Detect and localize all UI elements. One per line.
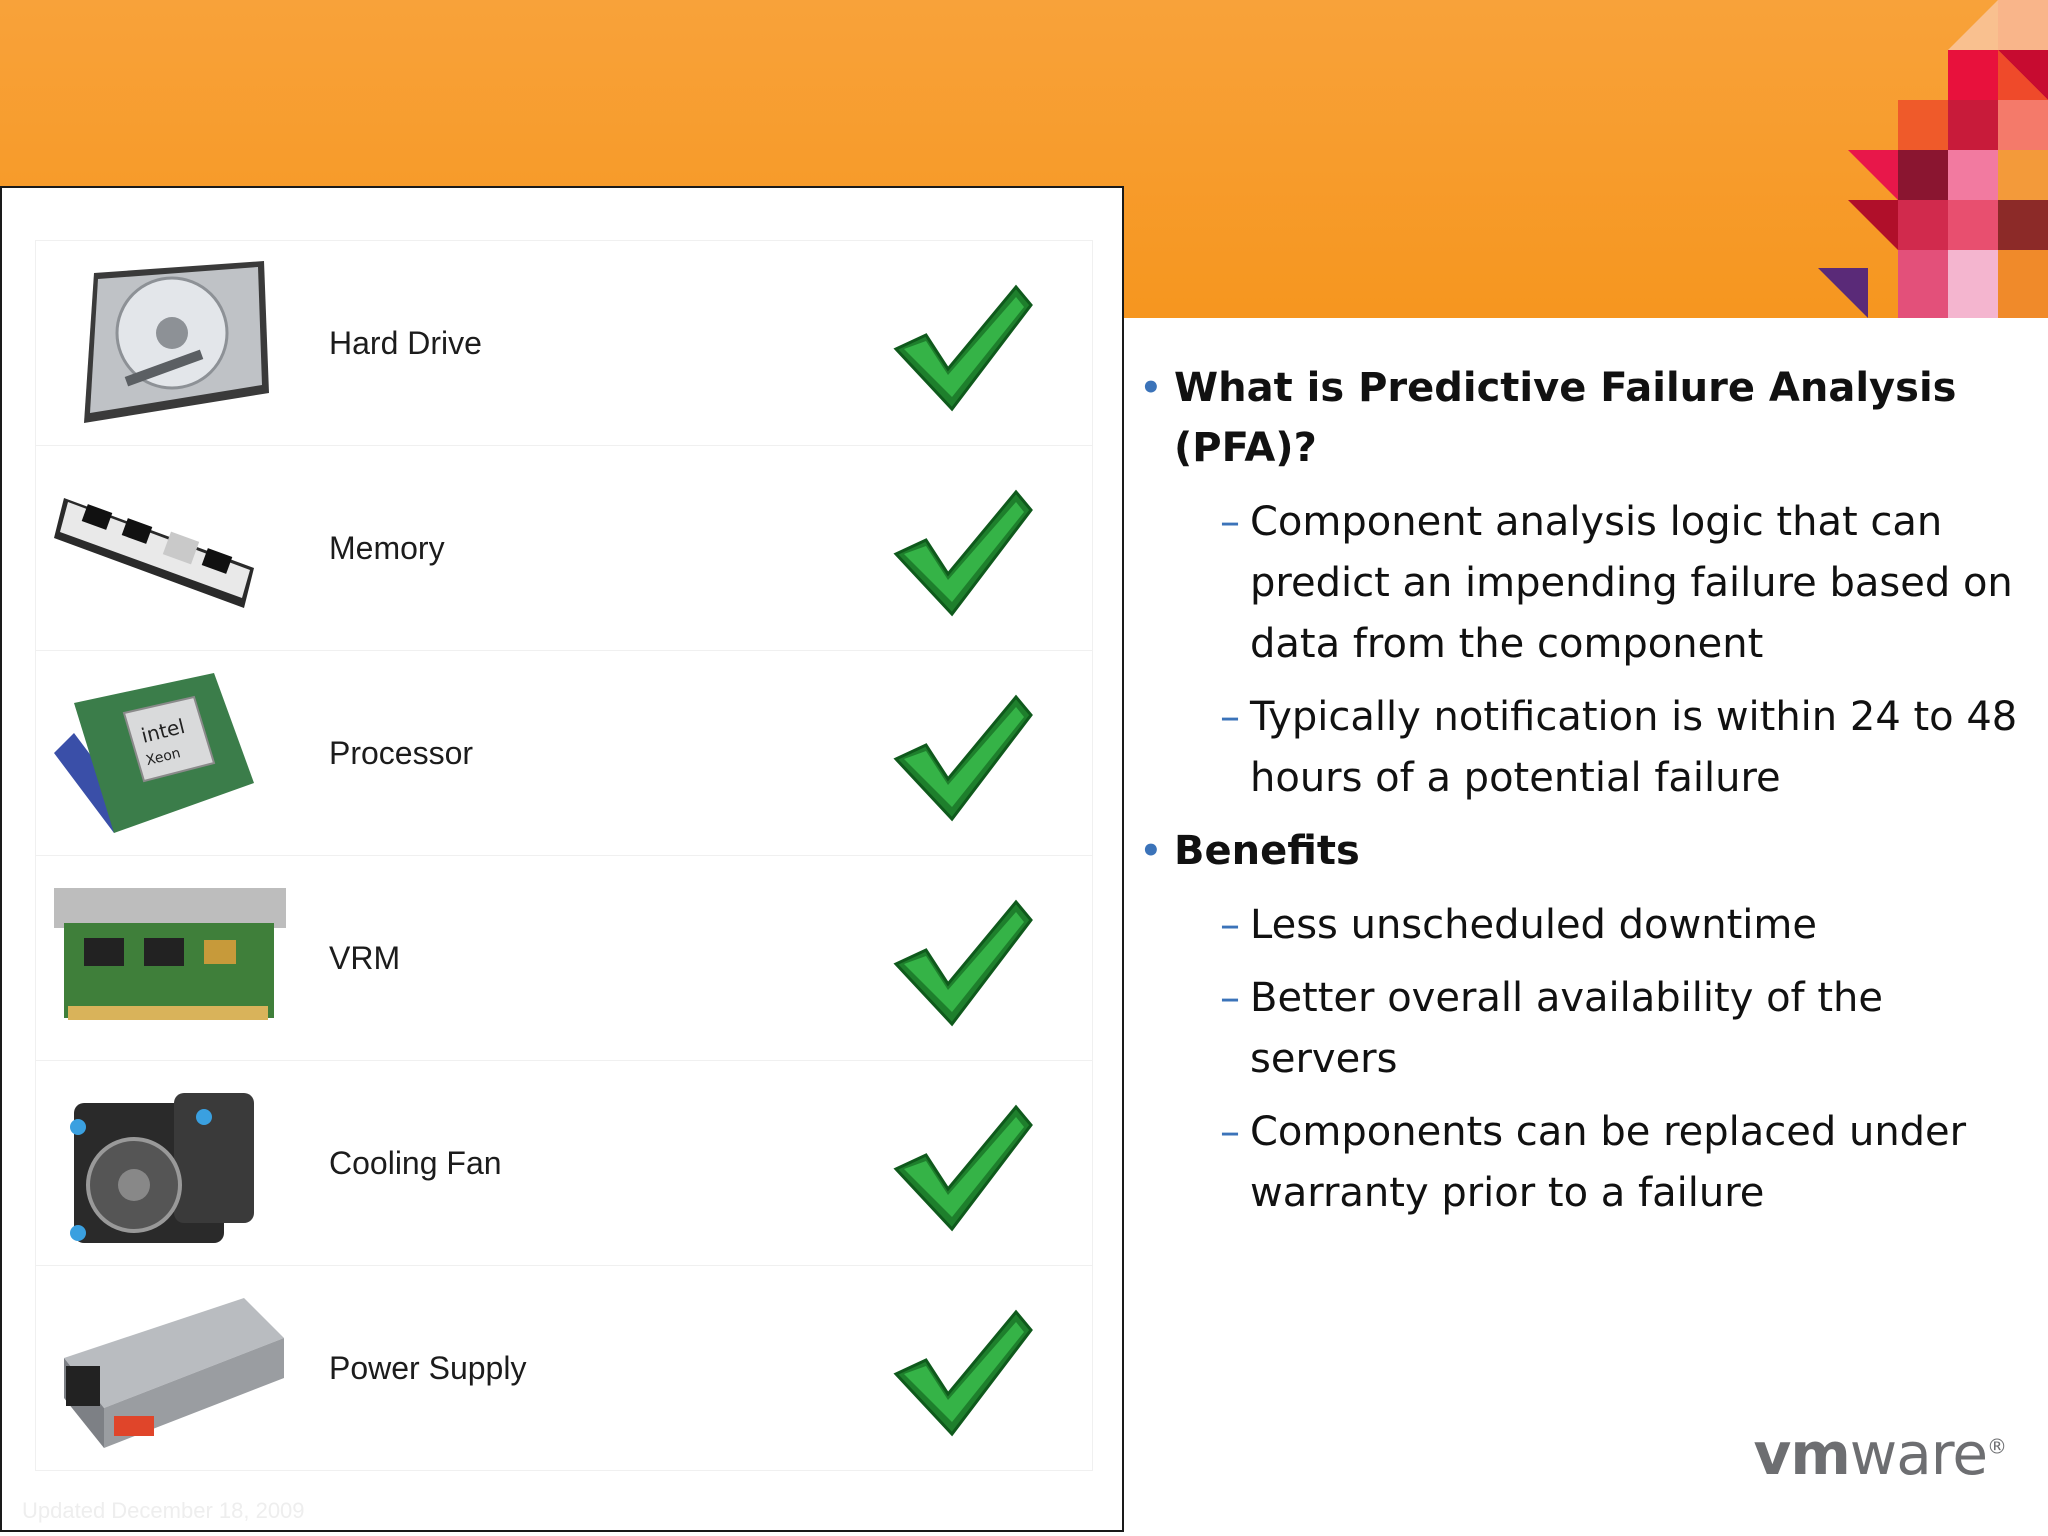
section-heading-benefits <box>1140 821 2020 881</box>
power-supply-icon <box>54 1278 286 1458</box>
component-label: Cooling Fan <box>329 1145 502 1181</box>
cooling-fan-icon <box>54 1073 286 1253</box>
checkmark-icon <box>886 892 1036 1032</box>
component-label: Power Supply <box>329 1350 527 1386</box>
sub-item-text: Less unscheduled downtime <box>1250 902 1817 948</box>
dash-icon: – <box>1220 694 1240 740</box>
sub-item <box>1140 687 2020 809</box>
checkmark-icon <box>886 687 1036 827</box>
dash-icon: – <box>1220 1109 1240 1155</box>
dash-icon: – <box>1220 902 1240 948</box>
component-label: Memory <box>329 530 445 566</box>
hard-drive-icon <box>54 253 286 433</box>
footer-note: Updated December 18, 2009 <box>22 1498 305 1523</box>
bullet-icon: • <box>1140 831 1162 871</box>
dash-icon: – <box>1220 975 1240 1021</box>
component-row-vrm <box>35 856 1093 1061</box>
sub-item-text: Component analysis logic that can predict an impending failure based on data from the component <box>1250 499 2013 667</box>
svg-text:Xeon: Xeon <box>144 745 183 770</box>
component-row-processor <box>35 651 1093 856</box>
sub-item-text: Typically notification is within 24 to 48 hours of a potential failure <box>1250 694 2018 801</box>
heading-line: (PFA)? <box>1174 425 1317 471</box>
component-label: Processor <box>329 735 474 771</box>
bullet-icon: • <box>1140 368 1162 408</box>
sub-item <box>1140 968 2020 1090</box>
dash-icon: – <box>1220 499 1240 545</box>
sub-item <box>1140 1102 2020 1224</box>
component-list <box>35 240 1093 1470</box>
logo-part: vm <box>1753 1420 1850 1488</box>
logo-reg: ® <box>1987 1434 2006 1459</box>
checkmark-icon <box>886 1302 1036 1442</box>
component-row-power-supply <box>35 1266 1093 1471</box>
section-heading-pfa <box>1140 358 2020 478</box>
checkmark-icon <box>886 1097 1036 1237</box>
decorative-mosaic-icon <box>1708 0 2048 318</box>
svg-text:intel: intel <box>138 713 188 748</box>
sub-item-text: Components can be replaced under warranty prior to a failure <box>1250 1109 1967 1216</box>
component-label: VRM <box>329 940 401 976</box>
slide-content <box>1140 358 2020 1236</box>
sub-item-text: Better overall availability of the servers <box>1250 975 1883 1082</box>
heading-line: What is Predictive Failure Analysis <box>1174 365 1957 411</box>
component-row-hard-drive <box>35 240 1093 446</box>
component-panel <box>0 186 1124 1532</box>
component-label: Hard Drive <box>329 325 482 361</box>
component-row-cooling-fan <box>35 1061 1093 1266</box>
checkmark-icon <box>886 482 1036 622</box>
sub-item <box>1140 895 2020 956</box>
processor-icon <box>54 663 286 843</box>
heading-line: Benefits <box>1174 828 1360 874</box>
vrm-board-icon <box>54 868 286 1048</box>
logo-part: ware <box>1849 1420 1987 1488</box>
memory-module-icon <box>54 458 286 638</box>
sub-item <box>1140 492 2020 675</box>
vmware-logo <box>1754 1420 2006 1488</box>
checkmark-icon <box>886 277 1036 417</box>
component-row-memory <box>35 446 1093 651</box>
